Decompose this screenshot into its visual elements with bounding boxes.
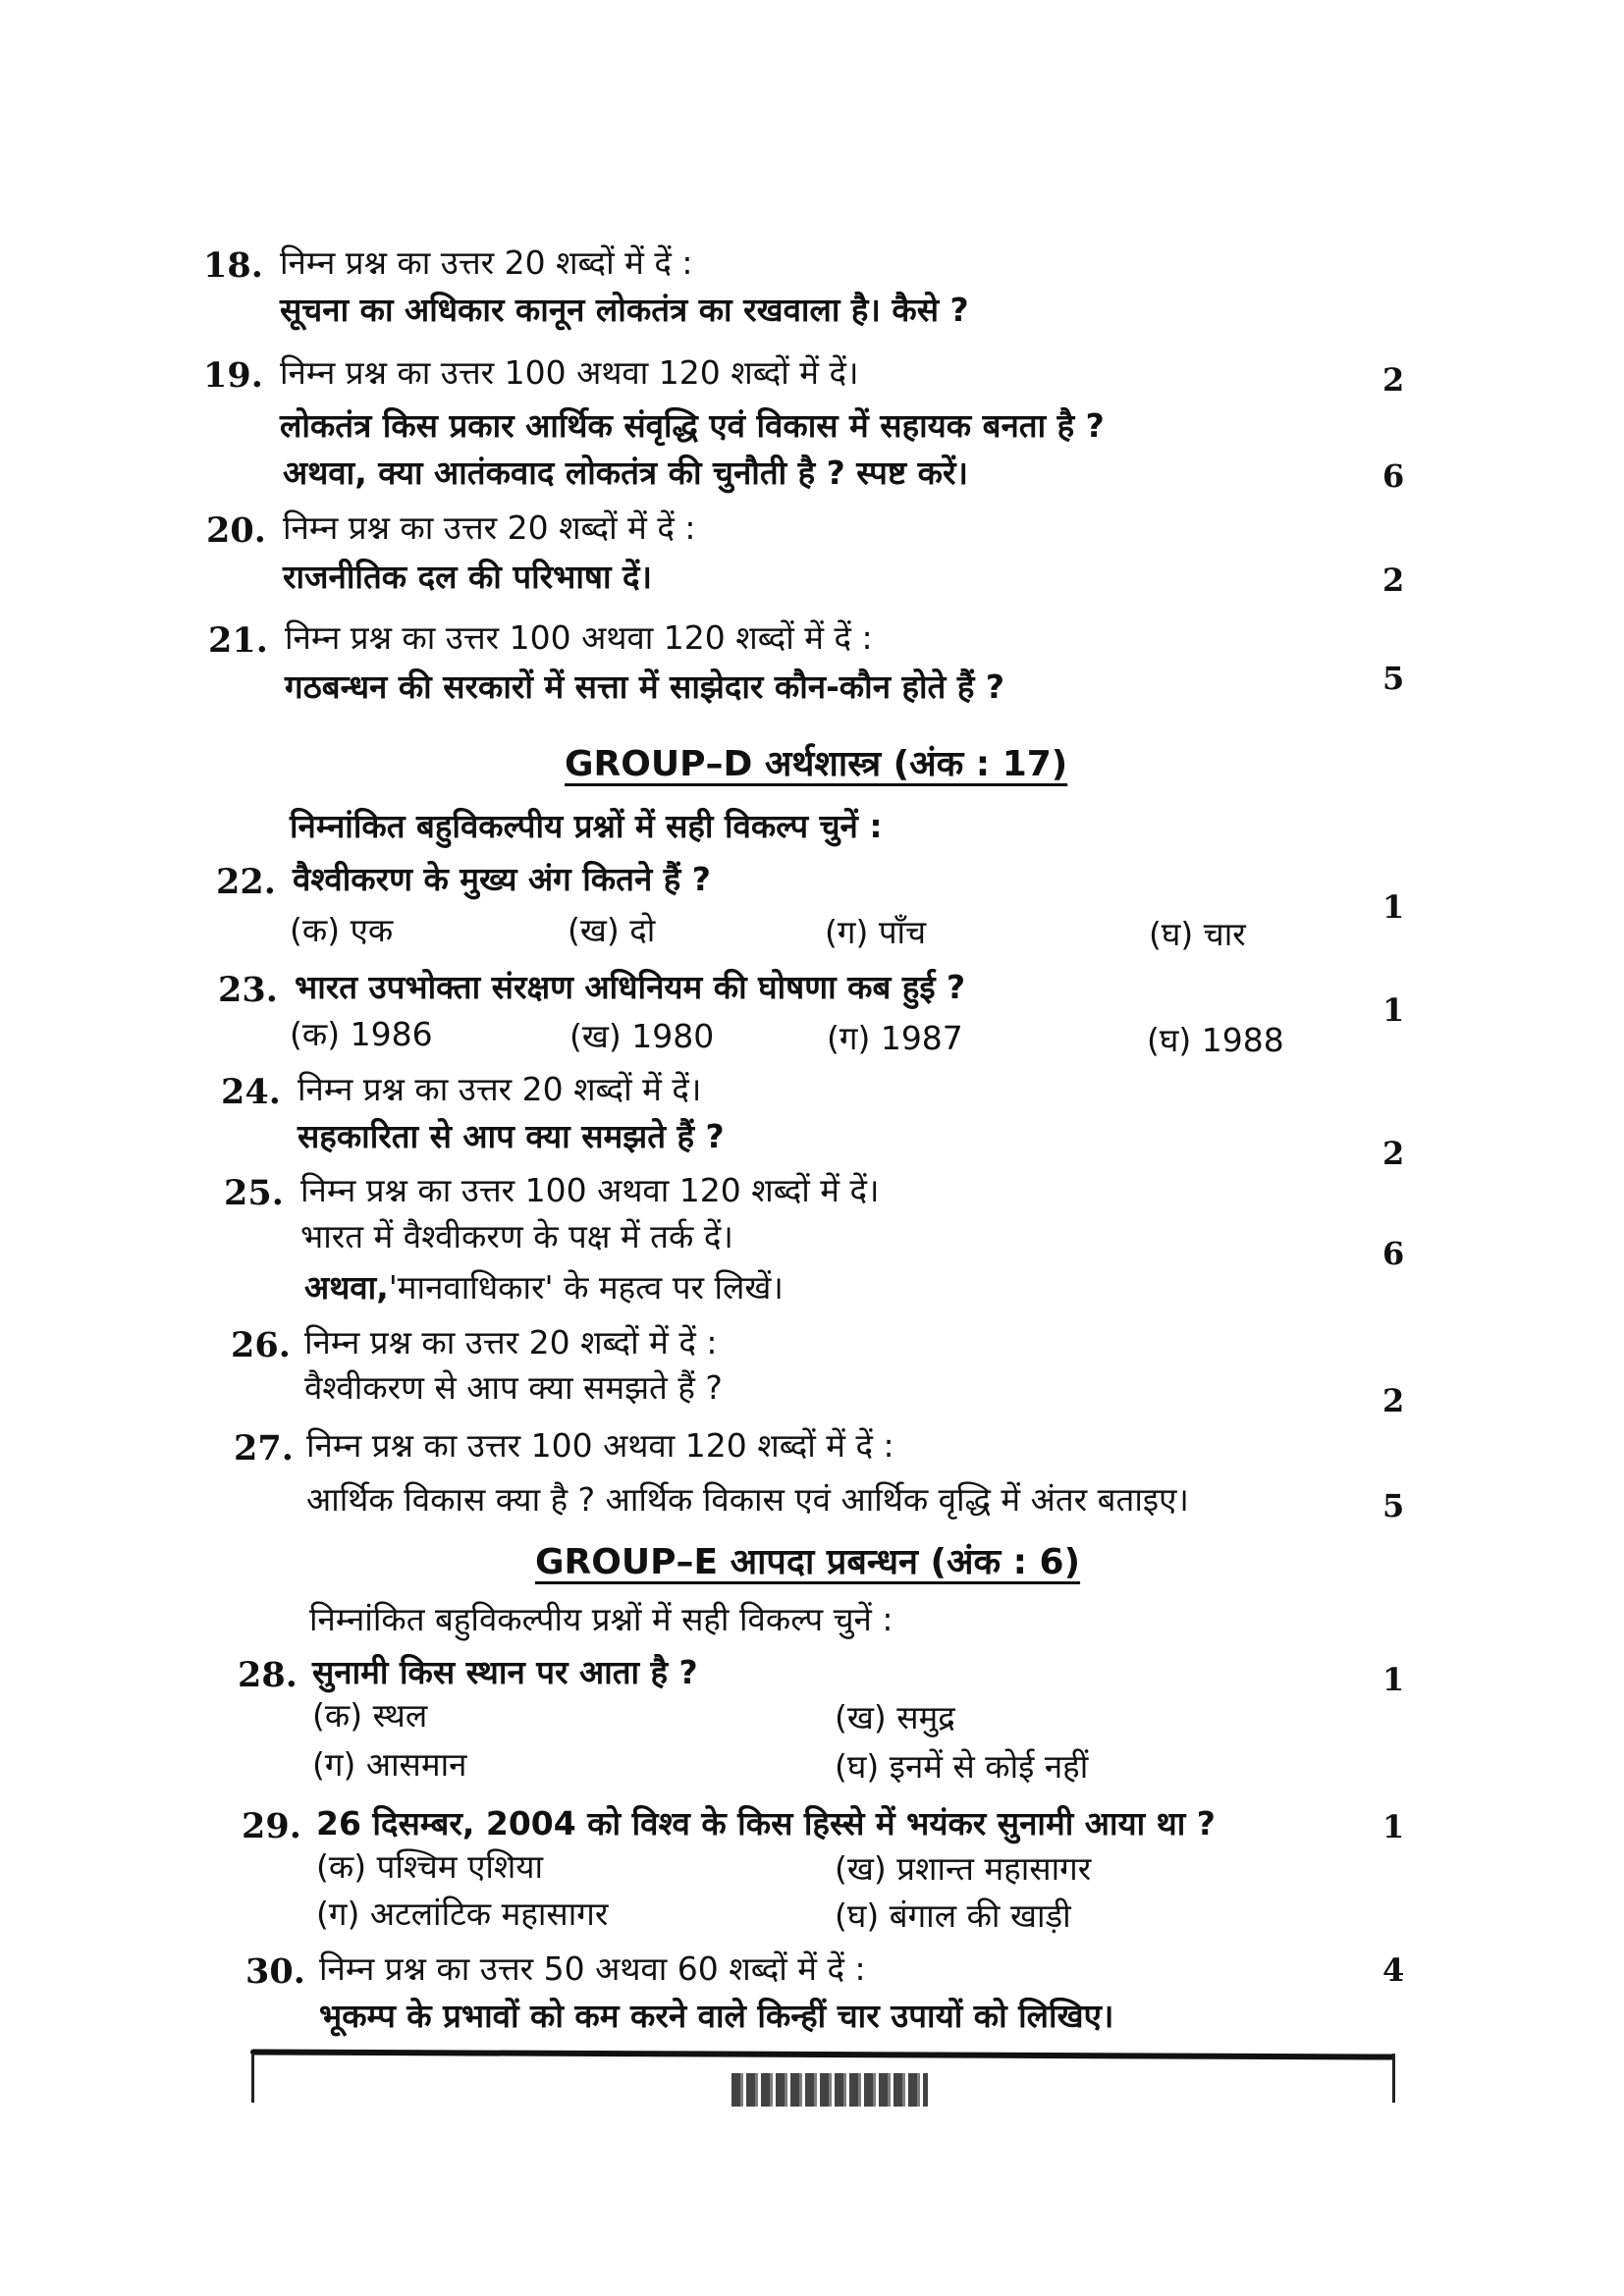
question-number: 28. — [238, 1655, 298, 1695]
question-number: 30. — [245, 1951, 305, 1992]
question-number: 26. — [231, 1325, 291, 1365]
question-text: राजनीतिक दल की परिभाषा दें। — [283, 558, 653, 596]
footer-right-bracket — [1392, 2054, 1395, 2103]
question-instruction: निम्न प्रश्न का उत्तर 20 शब्दों में दें। — [298, 1070, 702, 1108]
option-c: (ग) 1987 — [827, 1019, 963, 1057]
question-number: 22. — [216, 862, 276, 902]
option-d: (घ) 1988 — [1147, 1021, 1284, 1059]
question-number: 24. — [221, 1072, 281, 1112]
group-e-instruction: निम्नांकित बहुविकल्पीय प्रश्नों में सही विकल्प चुनें : — [309, 1600, 893, 1638]
footer-left-bracket — [251, 2054, 254, 2103]
question-number: 27. — [234, 1428, 294, 1468]
question-text: लोकतंत्र किस प्रकार आर्थिक संवृद्धि एवं विकास में सहायक बनता है ? — [280, 406, 1105, 445]
group-e-heading: GROUP–E आपदा प्रबन्धन (अंक : 6) — [535, 1542, 1081, 1582]
footer-divider — [250, 2049, 1394, 2059]
marks: 2 — [1382, 1382, 1405, 1419]
question-instruction: निम्न प्रश्न का उत्तर 20 शब्दों में दें : — [280, 243, 693, 282]
question-number: 21. — [208, 620, 268, 661]
question-instruction: निम्न प्रश्न का उत्तर 100 अथवा 120 शब्दों में दें। — [300, 1171, 880, 1209]
question-instruction: निम्न प्रश्न का उत्तर 100 अथवा 120 शब्दों में दें। — [280, 353, 859, 392]
question-instruction: निम्न प्रश्न का उत्तर 20 शब्दों में दें : — [304, 1323, 718, 1362]
question-text: भारत में वैश्वीकरण के पक्ष में तर्क दें। — [300, 1217, 733, 1255]
question-instruction: निम्न प्रश्न का उत्तर 20 शब्दों में दें : — [283, 508, 696, 547]
option-a: (क) 1986 — [290, 1015, 433, 1053]
question-text: गठबन्धन की सरकारों में सत्ता में साझेदार कौन-कौन होते हैं ? — [285, 667, 1005, 706]
footer-stamp — [731, 2073, 928, 2107]
question-text: सुनामी किस स्थान पर आता है ? — [312, 1653, 698, 1691]
question-number: 18. — [203, 245, 263, 286]
question-text: आर्थिक विकास क्या है ? आर्थिक विकास एवं आर्थिक वृद्धि में अंतर बताइए। — [306, 1480, 1189, 1519]
option-c: (ग) आसमान — [312, 1745, 467, 1784]
option-b: (ख) प्रशान्त महासागर — [835, 1849, 1092, 1888]
marks: 2 — [1382, 361, 1405, 399]
marks: 1 — [1382, 888, 1405, 926]
question-instruction: निम्न प्रश्न का उत्तर 50 अथवा 60 शब्दों में दें : — [319, 1949, 866, 1988]
option-c: (ग) अटलांटिक महासागर — [316, 1895, 609, 1933]
marks: 6 — [1382, 457, 1405, 495]
alternative-question: अथवा, क्या आतंकवाद लोकतंत्र की चुनौती है ? स्पष्ट करें। — [283, 454, 968, 492]
question-text: वैश्वीकरण के मुख्य अंग कितने हैं ? — [293, 860, 711, 898]
option-b: (ख) समुद्र — [835, 1698, 955, 1736]
question-number: 25. — [224, 1173, 284, 1213]
marks: 4 — [1382, 1951, 1405, 1989]
question-number: 23. — [218, 970, 278, 1010]
option-b: (ख) 1980 — [569, 1017, 715, 1055]
option-d: (घ) इनमें से कोई नहीं — [835, 1747, 1089, 1786]
group-d-heading: GROUP–D अर्थशास्त्र (अंक : 17) — [565, 744, 1068, 784]
option-a: (क) पश्चिम एशिया — [316, 1847, 544, 1886]
question-text: भारत उपभोक्ता संरक्षण अधिनियम की घोषणा कब हुई ? — [295, 968, 966, 1006]
marks: 1 — [1382, 991, 1405, 1029]
question-text: सहकारिता से आप क्या समझते हैं ? — [298, 1117, 725, 1155]
question-instruction: निम्न प्रश्न का उत्तर 100 अथवा 120 शब्दों में दें : — [285, 618, 873, 657]
marks: 1 — [1382, 1808, 1405, 1845]
marks: 2 — [1382, 561, 1405, 599]
option-c: (ग) पाँच — [825, 913, 927, 951]
marks: 1 — [1382, 1661, 1405, 1698]
question-instruction: निम्न प्रश्न का उत्तर 100 अथवा 120 शब्दों में दें : — [306, 1426, 894, 1465]
marks: 5 — [1382, 660, 1405, 697]
question-text: वैश्वीकरण से आप क्या समझते हैं ? — [304, 1368, 723, 1407]
option-d: (घ) बंगाल की खाड़ी — [835, 1896, 1071, 1935]
option-a: (क) एक — [290, 911, 394, 949]
option-b: (ख) दो — [568, 911, 656, 949]
option-a: (क) स्थल — [312, 1696, 428, 1735]
marks: 5 — [1382, 1487, 1405, 1524]
marks: 2 — [1382, 1135, 1405, 1172]
question-text: भूकम्प के प्रभावों को कम करने वाले किन्हीं चार उपायों को लिखिए। — [319, 1997, 1114, 2035]
group-d-instruction: निम्नांकित बहुविकल्पीय प्रश्नों में सही विकल्प चुनें : — [290, 807, 883, 845]
alternative-question — [304, 1268, 784, 1308]
or-label: अथवा, — [304, 1268, 389, 1307]
option-d: (घ) चार — [1149, 915, 1246, 953]
question-number: 20. — [206, 510, 266, 551]
question-text: 26 दिसम्बर, 2004 को विश्व के किस हिस्से में भयंकर सुनामी आया था ? — [316, 1804, 1216, 1842]
question-number: 29. — [242, 1806, 301, 1846]
alternative-text: 'मानवाधिकार' के महत्व पर लिखें। — [388, 1268, 784, 1307]
question-number: 19. — [203, 355, 263, 396]
marks: 6 — [1382, 1235, 1405, 1272]
question-text: सूचना का अधिकार कानून लोकतंत्र का रखवाला है। कैसे ? — [280, 291, 969, 329]
